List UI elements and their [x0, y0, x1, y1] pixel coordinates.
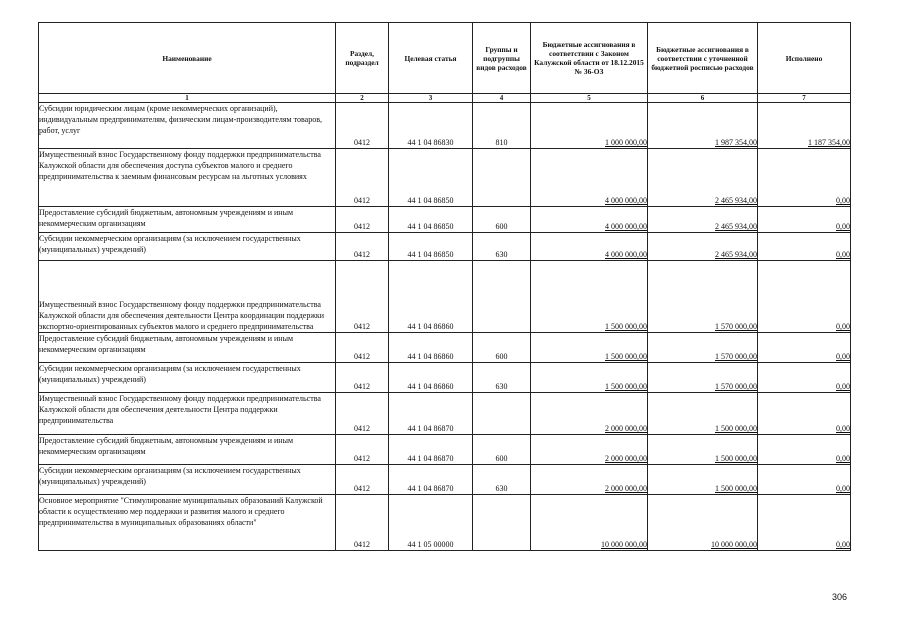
amount-value: 2 000 000,00 [605, 484, 647, 493]
table-row [39, 261, 851, 333]
row-executed-amount [758, 261, 851, 333]
table-row [39, 495, 851, 551]
row-law-amount [531, 495, 648, 551]
row-name: Имущественный взнос Государственному фонду поддержки предпринимательства Калужской области для обеспечения деятельности Центра поддержки предпринимательства [39, 393, 336, 435]
row-group: 600 [473, 207, 531, 233]
amount-value: 10 000 000,00 [601, 540, 647, 549]
row-group [473, 261, 531, 333]
amount-value: 1 570 000,00 [715, 322, 757, 331]
header-law: Бюджетные ассигнования в соответствии с Законом Калужской области от 18.12.2015 № 36-ОЗ [531, 23, 648, 94]
row-section: 0412 [336, 149, 389, 207]
row-executed-amount [758, 435, 851, 465]
header-section: Раздел, подраздел [336, 23, 389, 94]
row-name: Субсидии некоммерческим организациям (за исключением государственных (муниципальных) учреждений) [39, 363, 336, 393]
amount-value: 2 465 934,00 [715, 196, 757, 205]
table-row [39, 333, 851, 363]
table-row [39, 435, 851, 465]
row-target: 44 1 04 86850 [389, 233, 473, 261]
column-number: 4 [473, 94, 531, 103]
row-section: 0412 [336, 207, 389, 233]
amount-value: 0,00 [836, 540, 850, 549]
row-name: Основное мероприятие "Стимулирование муниципальных образований Калужской области к осуществлению мер поддержки и развития малого и среднего предпринимательства в муниципальных образованиях области" [39, 495, 336, 551]
row-law-amount [531, 207, 648, 233]
amount-value: 2 000 000,00 [605, 454, 647, 463]
amount-value: 1 500 000,00 [605, 382, 647, 391]
row-target: 44 1 04 86870 [389, 393, 473, 435]
header-name: Наименование [39, 23, 336, 94]
row-executed-amount [758, 363, 851, 393]
row-target: 44 1 04 86860 [389, 333, 473, 363]
row-refined-amount [648, 435, 758, 465]
amount-value: 4 000 000,00 [605, 222, 647, 231]
amount-value: 1 570 000,00 [715, 382, 757, 391]
row-group [473, 149, 531, 207]
column-numbers-row [39, 94, 851, 103]
amount-value: 0,00 [836, 352, 850, 361]
amount-value: 4 000 000,00 [605, 196, 647, 205]
row-refined-amount [648, 465, 758, 495]
row-section: 0412 [336, 465, 389, 495]
row-section: 0412 [336, 103, 389, 149]
row-target: 44 1 04 86860 [389, 363, 473, 393]
column-number: 6 [648, 94, 758, 103]
row-law-amount [531, 435, 648, 465]
amount-value: 1 000 000,00 [605, 138, 647, 147]
row-name: Имущественный взнос Государственному фонду поддержки предпринимательства Калужской области для обеспечения деятельности Центра координации поддержки экспортно-ориентированных субъектов малого и среднего предпринимательства [39, 261, 336, 333]
column-number: 7 [758, 94, 851, 103]
row-name: Предоставление субсидий бюджетным, автономным учреждениям и иным некоммерческим организациям [39, 333, 336, 363]
amount-value: 2 465 934,00 [715, 250, 757, 259]
row-section: 0412 [336, 363, 389, 393]
row-law-amount [531, 261, 648, 333]
row-law-amount [531, 233, 648, 261]
amount-value: 0,00 [836, 222, 850, 231]
row-executed-amount [758, 207, 851, 233]
row-target: 44 1 05 00000 [389, 495, 473, 551]
row-section: 0412 [336, 261, 389, 333]
row-target: 44 1 04 86850 [389, 207, 473, 233]
amount-value: 0,00 [836, 196, 850, 205]
row-executed-amount [758, 333, 851, 363]
row-refined-amount [648, 333, 758, 363]
row-refined-amount [648, 363, 758, 393]
row-name: Имущественный взнос Государственному фонду поддержки предпринимательства Калужской области для обеспечения доступа субъектов малого и среднего предпринимательства к заемным финансовым ресурсам на льготных условиях [39, 149, 336, 207]
amount-value: 1 187 354,00 [808, 138, 850, 147]
row-group: 600 [473, 435, 531, 465]
row-law-amount [531, 363, 648, 393]
row-refined-amount [648, 207, 758, 233]
table-row [39, 149, 851, 207]
row-section: 0412 [336, 495, 389, 551]
row-refined-amount [648, 149, 758, 207]
row-name: Предоставление субсидий бюджетным, автономным учреждениям и иным некоммерческим организациям [39, 435, 336, 465]
row-group: 600 [473, 333, 531, 363]
amount-value: 1 987 354,00 [715, 138, 757, 147]
table-header-row [39, 23, 851, 94]
amount-value: 0,00 [836, 322, 850, 331]
row-target: 44 1 04 86860 [389, 261, 473, 333]
column-number: 3 [389, 94, 473, 103]
row-executed-amount [758, 495, 851, 551]
row-name: Предоставление субсидий бюджетным, автономным учреждениям и иным некоммерческим организациям [39, 207, 336, 233]
table-row [39, 103, 851, 149]
column-number: 1 [39, 94, 336, 103]
amount-value: 0,00 [836, 382, 850, 391]
table-row [39, 207, 851, 233]
row-law-amount [531, 333, 648, 363]
header-target: Целевая статья [389, 23, 473, 94]
amount-value: 1 500 000,00 [605, 352, 647, 361]
row-executed-amount [758, 465, 851, 495]
amount-value: 0,00 [836, 484, 850, 493]
row-section: 0412 [336, 333, 389, 363]
row-refined-amount [648, 495, 758, 551]
column-number: 2 [336, 94, 389, 103]
row-executed-amount [758, 149, 851, 207]
budget-table [38, 22, 851, 551]
row-group: 630 [473, 465, 531, 495]
row-executed-amount [758, 393, 851, 435]
amount-value: 0,00 [836, 250, 850, 259]
header-executed: Исполнено [758, 23, 851, 94]
row-executed-amount [758, 233, 851, 261]
table-row [39, 465, 851, 495]
row-target: 44 1 04 86870 [389, 435, 473, 465]
amount-value: 2 000 000,00 [605, 424, 647, 433]
row-name: Субсидии некоммерческим организациям (за исключением государственных (муниципальных) учреждений) [39, 465, 336, 495]
row-refined-amount [648, 261, 758, 333]
row-group: 810 [473, 103, 531, 149]
row-executed-amount [758, 103, 851, 149]
row-law-amount [531, 103, 648, 149]
row-group: 630 [473, 363, 531, 393]
table-row [39, 233, 851, 261]
row-name: Субсидии юридическим лицам (кроме некоммерческих организаций), индивидуальным предпринимателям, физическим лицам-производителям товаров, работ, услуг [39, 103, 336, 149]
amount-value: 4 000 000,00 [605, 250, 647, 259]
amount-value: 1 500 000,00 [715, 454, 757, 463]
row-group: 630 [473, 233, 531, 261]
amount-value: 1 500 000,00 [715, 484, 757, 493]
header-refined: Бюджетные ассигнования в соответствии с уточненной бюджетной росписью расходов [648, 23, 758, 94]
row-target: 44 1 04 86850 [389, 149, 473, 207]
row-section: 0412 [336, 233, 389, 261]
row-target: 44 1 04 86870 [389, 465, 473, 495]
table-row [39, 363, 851, 393]
amount-value: 0,00 [836, 454, 850, 463]
amount-value: 1 570 000,00 [715, 352, 757, 361]
row-refined-amount [648, 233, 758, 261]
header-groups: Группы и подгруппы видов расходов [473, 23, 531, 94]
row-target: 44 1 04 86830 [389, 103, 473, 149]
table-row [39, 393, 851, 435]
amount-value: 1 500 000,00 [605, 322, 647, 331]
row-name: Субсидии некоммерческим организациям (за исключением государственных (муниципальных) учреждений) [39, 233, 336, 261]
row-refined-amount [648, 103, 758, 149]
row-group [473, 495, 531, 551]
amount-value: 10 000 000,00 [711, 540, 757, 549]
row-law-amount [531, 393, 648, 435]
row-group [473, 393, 531, 435]
row-section: 0412 [336, 435, 389, 465]
page-number: 306 [832, 592, 848, 602]
amount-value: 0,00 [836, 424, 850, 433]
row-refined-amount [648, 393, 758, 435]
row-law-amount [531, 149, 648, 207]
column-number: 5 [531, 94, 648, 103]
row-law-amount [531, 465, 648, 495]
amount-value: 1 500 000,00 [715, 424, 757, 433]
row-section: 0412 [336, 393, 389, 435]
amount-value: 2 465 934,00 [715, 222, 757, 231]
